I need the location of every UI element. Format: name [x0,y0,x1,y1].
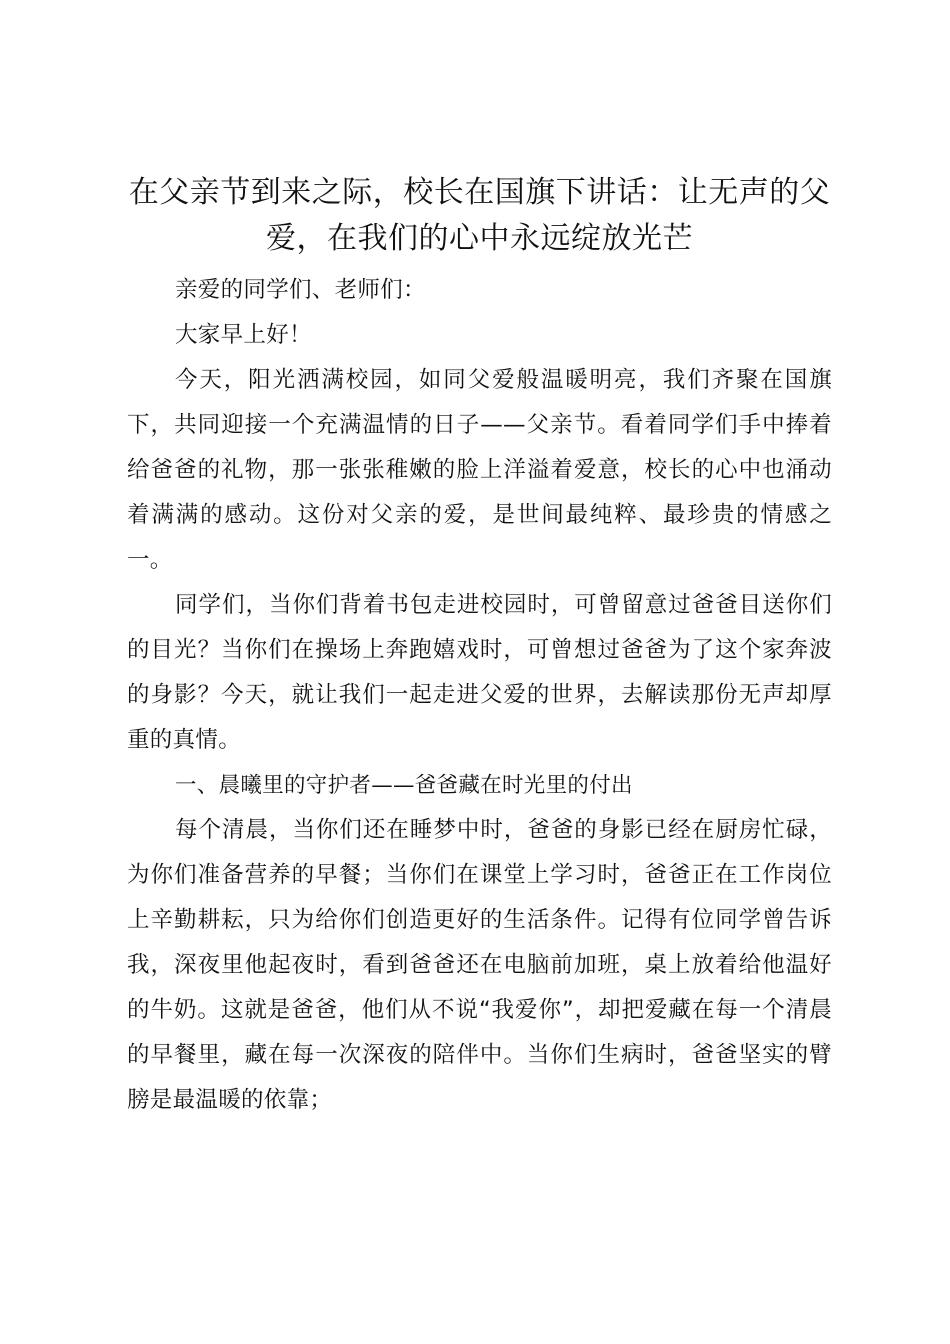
greeting-line: 大家早上好！ [175,322,312,348]
section-heading: 一、晨曦里的守护者——爸爸藏在时光里的付出 [175,773,633,798]
document-title: 在父亲节到来之际，校长在国旗下讲话：让无声的父爱，在我们的心中永远绽放光芒 [128,175,831,256]
document-page [127,170,832,1123]
body-paragraph: 每个清晨，当你们还在睡梦中时，爸爸的身影已经在厨房忙碌，为你们准备营养的早餐；当你们在课堂上学习时，爸爸正在工作岗位上辛勤耕耘，只为给你们创造更好的生活条件。记得有位同学曾告诉我，深夜里他起夜时，看到爸爸还在电脑前加班，桌上放着给他温好的牛奶。这就是爸爸，他们从不说“我爱你”，却把爱藏在每一个清晨的早餐里，藏在每一次深夜的陪伴中。当你们生病时，爸爸坚实的臂膀是最温暖的依靠； [127,817,832,1113]
greeting-paragraph: 亲爱的同学们、老师们： [175,277,426,303]
body-paragraph: 同学们，当你们背着书包走进校园时，可曾留意过爸爸目送你们的目光？当你们在操场上奔跑嬉戏时，可曾想过爸爸为了这个家奔波的身影？今天，就让我们一起走进父爱的世界，去解读那份无声却厚重的真情。 [127,592,832,753]
body-paragraph: 今天，阳光洒满校园，如同父爱般温暖明亮，我们齐聚在国旗下，共同迎接一个充满温情的日子——父亲节。看着同学们手中捧着给爸爸的礼物，那一张张稚嫩的脸上洋溢着爱意，校长的心中也涌动着满满的感动。这份对父亲的爱，是世间最纯粹、最珍贵的情感之一。 [127,367,832,573]
